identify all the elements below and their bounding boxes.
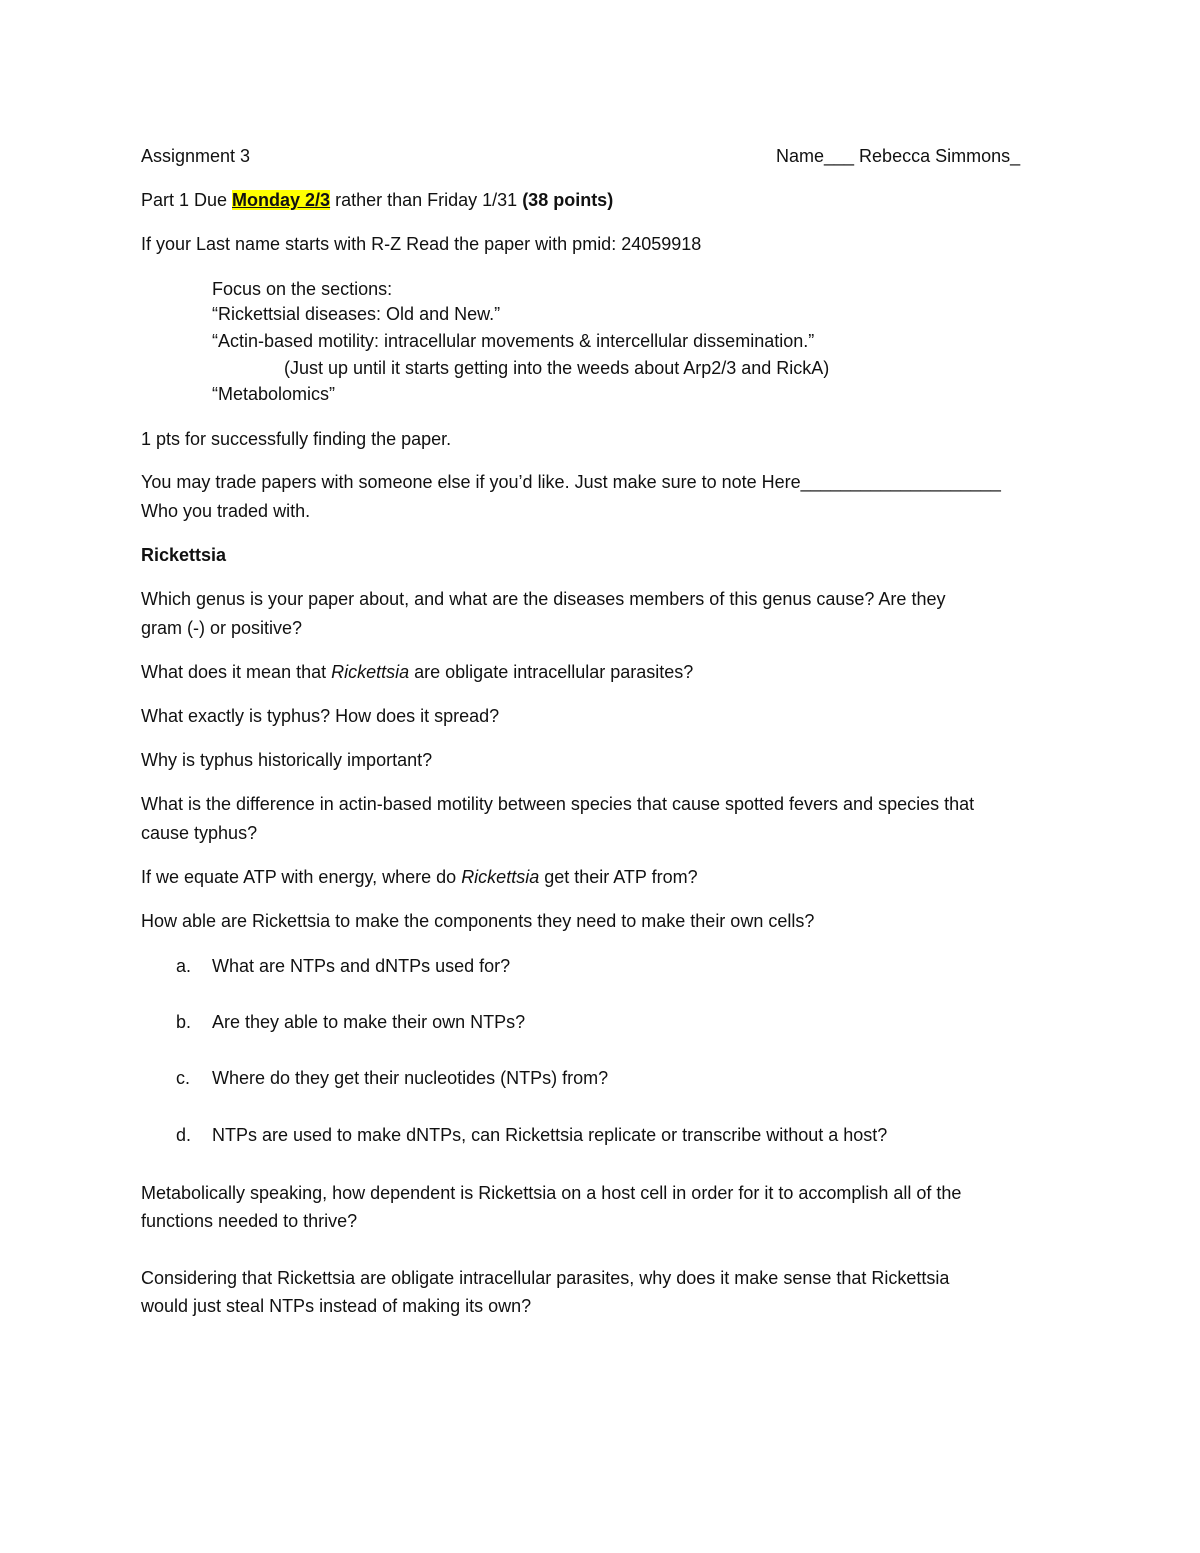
points-line: 1 pts for successfully finding the paper. [141, 429, 452, 449]
question-9-line-2: would just steal NTPs instead of making its own? [141, 1296, 532, 1316]
student-name: Name___ Rebecca Simmons_ [776, 146, 1021, 166]
question-7: How able are Rickettsia to make the components they need to make their own cells? [141, 911, 815, 931]
trade-line-2: Who you traded with. [141, 501, 311, 521]
question-2 [141, 660, 693, 684]
focus-note: (Just up until it starts getting into the weeds about Arp2/3 and RickA) [284, 358, 830, 378]
q2-genus: Rickettsia [331, 662, 410, 682]
list-marker: d. [176, 1125, 192, 1145]
question-5-line-2: cause typhus? [141, 823, 258, 843]
q6-genus: Rickettsia [461, 867, 540, 887]
focus-heading: Focus on the sections: [212, 279, 393, 299]
focus-section-1: “Rickettsial diseases: Old and New.” [212, 304, 501, 324]
question-9-line-1: Considering that Rickettsia are obligate intracellular parasites, why does it make sense that Rickettsia [141, 1268, 950, 1288]
q2-prefix: What does it mean that [141, 662, 332, 682]
question-6 [141, 865, 698, 889]
due-date-highlight: Monday 2/3 [232, 190, 331, 210]
list-text: NTPs are used to make dNTPs, can Rickettsia replicate or transcribe without a host? [212, 1125, 888, 1145]
question-8-line-2: functions needed to thrive? [141, 1211, 358, 1231]
reading-instruction: If your Last name starts with R-Z Read the paper with pmid: 24059918 [141, 234, 702, 254]
focus-section-2: “Actin-based motility: intracellular movements & intercellular dissemination.” [212, 331, 815, 351]
list-text: Where do they get their nucleotides (NTPs) from? [212, 1068, 609, 1088]
due-date-line [141, 188, 613, 212]
question-5-line-1: What is the difference in actin-based motility between species that cause spotted fevers and species that [141, 794, 975, 814]
list-marker: a. [176, 956, 192, 976]
q6-suffix: get their ATP from? [539, 867, 698, 887]
question-1-line-2: gram (-) or positive? [141, 618, 303, 638]
list-text: Are they able to make their own NTPs? [212, 1012, 526, 1032]
focus-section-3: “Metabolomics” [212, 384, 336, 404]
due-prefix: Part 1 Due [141, 190, 233, 210]
q6-prefix: If we equate ATP with energy, where do [141, 867, 462, 887]
assignment-title: Assignment 3 [141, 146, 251, 166]
question-8-line-1: Metabolically speaking, how dependent is Rickettsia on a host cell in order for it to accomplish all of the [141, 1183, 962, 1203]
points-total: (38 points) [522, 190, 614, 210]
question-1-line-1: Which genus is your paper about, and what are the diseases members of this genus cause? Are they [141, 589, 946, 609]
list-marker: c. [176, 1068, 191, 1088]
due-middle: rather than Friday 1/31 [330, 190, 523, 210]
question-3: What exactly is typhus? How does it spread? [141, 706, 500, 726]
trade-line-1: You may trade papers with someone else if you’d like. Just make sure to note Here____________________ [141, 472, 1001, 492]
question-4: Why is typhus historically important? [141, 750, 433, 770]
q2-suffix: are obligate intracellular parasites? [409, 662, 694, 682]
list-marker: b. [176, 1012, 192, 1032]
list-text: What are NTPs and dNTPs used for? [212, 956, 511, 976]
section-heading: Rickettsia [141, 545, 227, 565]
